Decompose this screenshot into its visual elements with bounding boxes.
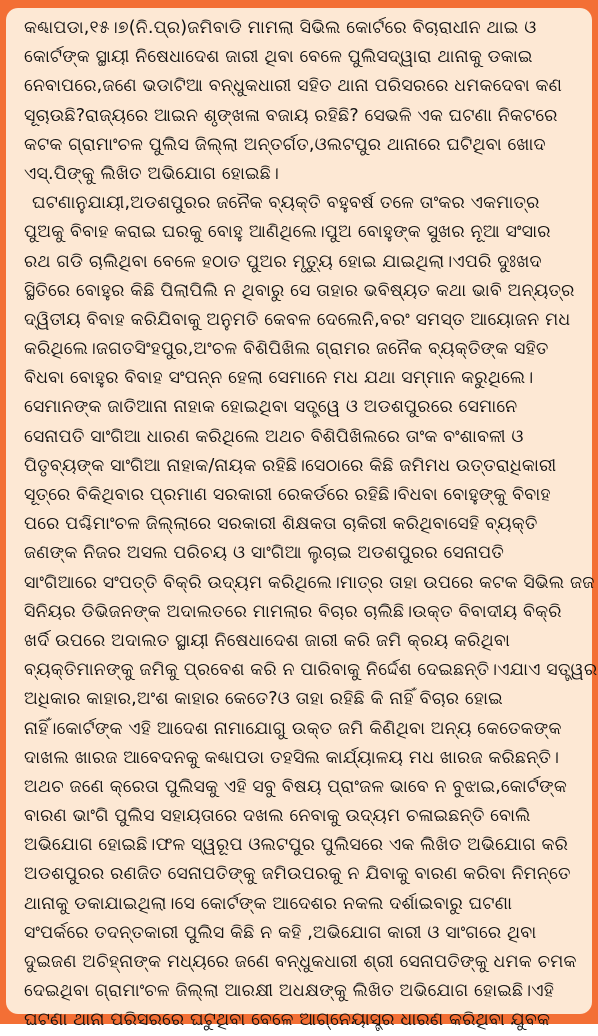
text-line: ସେମାନଙ୍କ ଜାତିଆନା ନାହାକ ହୋଇଥିବା ସତ୍ତ୍ୱେ ଓ ଅଡଶପୁରରେ ସେମାନେ	[24, 397, 518, 418]
text-line: କୋର୍ଟଙ୍କ ସ୍ଥାୟୀ ନିଷେଧାଦେଶ ଜାରୀ ଥିବା ବେଳେ ପୁଲିସଦ୍ୱାରା ଥାନାକୁ ଡକାଇ	[24, 47, 533, 68]
text-line: ବ୍ୟକ୍ତିମାନଙ୍କୁ ଜମିକୁ ପ୍ରବେଶ କରି ନ ପାରିବାକୁ ନିର୍ଦ୍ଦେଶ ଦେଇଛନ୍ତି।ଏଯାଏ ସତ୍ତ୍ୱର	[24, 660, 598, 681]
text-line: ସୂଚାଉଛି?ରାଜ୍ୟରେ ଆଇନ ଶୃଙ୍ଖଳା ବଜାୟ ରହିଛି? ସେଭଳି ଏକ ଘଟଣା ନିକଟରେ	[24, 105, 558, 126]
text-line: ପିତୃବ୍ୟଙ୍କ ସାଂଗିଆ ନାହାକ/ନାୟକ ରହିଛି।ସେଠାରେ କିଛି ଜମିମଧ ଉତ୍ତରାଧିକାରୀ	[24, 455, 557, 476]
text-line: ସିନିୟର ଡିଭିଜନଙ୍କ ଅଦାଲତରେ ମାମଲାର ବିଚାର ଚାଲିଛି।ଉକ୍ତ ବିବାଦୀୟ ବିକ୍ରି	[24, 601, 562, 622]
text-line: ସୂତ୍ରେ ବିକିଥିବାର ପ୍ରମାଣ ସରକାରୀ ରେକର୍ଡରେ ରହିଛି।ବିଧବା ବୋହୁଙ୍କୁ ବିବାହ	[24, 485, 551, 505]
text-line: ଏସ୍.ପିଙ୍କୁ ଲିଖିତ ଅଭିଯୋଗ ହୋଇଛି।	[24, 163, 280, 184]
text-line: ଘଟଣାନୁଯାୟୀ,ଅଡଶପୁରର ଜନୈକ ବ୍ୟକ୍ତି ବହୁବର୍ଷ ତଳେ ତାଂକର ଏକମାତ୍ର	[32, 193, 540, 214]
text-line: ଦ୍ୱିତୀୟ ବିବାହ କରିଯିବାକୁ ଅନୁମତି କେବଳ ଦେଲେନି,ବରଂ ସମସ୍ତ ଆୟୋଜନ ମଧ	[24, 309, 571, 330]
text-line: ସେନାପତି ସାଂଗିଆ ଧାରଣ କରିଥିଲେ ଅଥଚ ବିଶିପିଖିଲରେ ତାଂକ ବଂଶାବଳୀ ଓ	[24, 426, 524, 447]
text-line: ଦୁଇଜଣ ଅଚିହ୍ନାଙ୍କ ମଧ୍ୟରେ ଜଣେ ବନ୍ଧୁକଧାରୀ ଶ୍ରୀ ସେନାପତିଙ୍କୁ ଧମକ ଚମକ	[24, 952, 577, 972]
text-line: ସ୍ଥିତିରେ ବୋହୁର କିଛି ପିଲାପିଲି ନ ଥିବାରୁ ସେ ତାହାର ଭବିଷ୍ୟତ କଥା ଭାବି ଅନ୍ୟତ୍ର	[24, 280, 575, 301]
text-line: ଦେଇଥିବା ଗ୍ରାମାଂଚଳ ଜିଲ୍ଲା ଆରକ୍ଷୀ ଅଧକ୍ଷଙ୍କୁ ଲିଖିତ ଅଭିଯୋଗ ହୋଇଛି।ଏହି	[24, 981, 555, 1002]
text-line: କଟକ ଗ୍ରାମାଂଚଳ ପୁଲିସ ଜିଲ୍ଲା ଅନ୍ତର୍ଗତ,ଓଲଟପୁର ଥାନାରେ ଘଟିଥିବା ଖୋଦ	[24, 134, 546, 155]
text-line: ଘଟଣା ଥାନା ପରିସରରେ ଘଟୁଥିବା ବେଳେ ଆଗ୍ନେୟାସ୍ତ୍ର ଧାରଣ କରିଥିବା ଯୁବକ	[24, 1010, 551, 1031]
text-line: ଖର୍ଦି ଉପରେ ଅଦାଲତ ସ୍ଥାୟୀ ନିଷେଧାଦେଶ ଜାରୀ କରି ଜମି କ୍ରୟ କରିଥିବା	[24, 630, 510, 651]
text-line: ଅଡଶପୁରର ରଣଜିତ ସେନାପତିଙ୍କୁ ଜମିଉପରକୁ ନ ଯିବାକୁ ବାରଣ କରିବା ନିମନ୍ତେ	[24, 864, 571, 885]
text-line: ଅଭିଯୋଗ ହୋଇଛି।ଫଳ ସ୍ୱରୂପ ଓଲଟପୁର ପୁଲିସରେ ଏକ ଲିଖିତ ଅଭିଯୋଗ କରି	[24, 835, 569, 856]
text-line: ସାଂଗିଆରେ ସଂପତ୍ତି ବିକ୍ରି ଉଦ୍ୟମ କରିଥିଲେ।ମାତ୍ର ତାହା ଉପରେ କଟକ ସିଭିଲ ଜଜ	[24, 572, 595, 593]
article-text-panel	[6, 8, 598, 1031]
text-line: ବିଧବା ବୋହୁର ବିବାହ ସଂପନ୍ନ ହେଲା ସେମାନେ ମଧ ଯଥା ସମ୍ମାନ କରୁଥିଲେ।	[24, 368, 534, 389]
text-line: ଥାନାକୁ ଡକାଯାଇଥିଲା।ସେ କୋର୍ଟଙ୍କ ଆଦେଶର ନକଲ ଦର୍ଶାଇବାରୁ ଘଟଣା	[24, 893, 513, 914]
text-line: ଅଧିକାର କାହାର,ଅଂଶ କାହାର କେତେ?ଓ ତାହା ରହିଛି କି ନାହିଁ ବିଚାର ହୋଇ	[24, 689, 503, 710]
text-line: ନେବାପରେ,ଜଣେ ଭଡାଟିଆ ବନ୍ଧୁକଧାରୀ ସହିତ ଥାନା ପରିସରରେ ଧମକଦେବା କଣ	[24, 76, 562, 97]
text-line: ଦାଖଲ ଖାରଜ ଆବେଦନକୁ କଣ୍ଢାପଡା ତହସିଲ କାର୍ଯ୍ୟାଳୟ ମଧ ଖାରଜ କରିଛନ୍ତି।	[24, 747, 560, 768]
text-line: କରିଥିଲେ।ଜଗତସିଂହପୁର,ଅଂଚଳ ବିଶିପିଖିଲ ଗ୍ରାମର ଜନୈକ ବ୍ୟକ୍ତିଙ୍କ ସହିତ	[24, 339, 549, 360]
text-line: କଣ୍ଢାପଡା,୧୫।୭(ନି.ପ୍ର)ଜମିବାଡି ମାମଲା ସିଭିଲ କୋର୍ଟରେ ବିଚାରାଧୀନ ଥାଇ ଓ	[24, 18, 537, 38]
text-line: ପରେ ପଶ୍ଚିମାଂଚଳ ଜିଲ୍ଲାରେ ସରକାରୀ ଶିକ୍ଷକତା ଚାକିରୀ କରିଥିବାସେହି ବ୍ୟକ୍ତି	[24, 514, 538, 535]
text-line: ରଥ ଗଡି ଚାଲିଥିବା ବେଳେ ହଠାତ ପୁଅର ମୃତ୍ୟୁ ହୋଇ ଯାଇଥିଲା।ଏପରି ଦୁଃଖଦ	[24, 251, 542, 272]
text-line: ବାରଣ ଭାଂଗି ପୁଲିସ ସହାୟତାରେ ଦଖଲ ନେବାକୁ ଉଦ୍ୟମ ଚଳାଇଛନ୍ତି ବୋଲି	[24, 806, 531, 827]
text-line: ସଂପର୍କରେ ତଦନ୍ତକାରୀ ପୁଲିସ କିଛି ନ କହି ,ଅଭିଯୋଗ କାରୀ ଓ ସାଂଗରେ ଥିବା	[24, 922, 537, 943]
text-line: ପୁଅକୁ ବିବାହ କରାଇ ଘରକୁ ବୋହୁ ଆଣିଥିଲେ।ପୁଅ ବୋହୁଙ୍କ ସୁଖର ନୂଆ ସଂସାର	[24, 222, 551, 243]
text-line: ନାହିଁ।କୋର୍ଟଙ୍କ ଏହି ଆଦେଶ ନାମାଯୋଗୁ ଉକ୍ତ ଜମି କିଣିଥିବା ଅନ୍ୟ କେତେକଙ୍କ	[24, 718, 562, 739]
text-line: ଜଣଙ୍କ ନିଜର ଅସଲ ପରିଚୟ ଓ ସାଂଗିଆ ଲୁଚାଇ ଅଡଶପୁରର ସେନାପତି	[24, 543, 505, 564]
text-line: ଅଥଚ ଜଣେ କ୍ରେତା ପୁଲିସକୁ ଏହି ସବୁ ବିଷୟ ପ୍ରାଂଜଳ ଭାବେ ନ ବୁଝାଇ,କୋର୍ଟଙ୍କ	[24, 776, 567, 797]
